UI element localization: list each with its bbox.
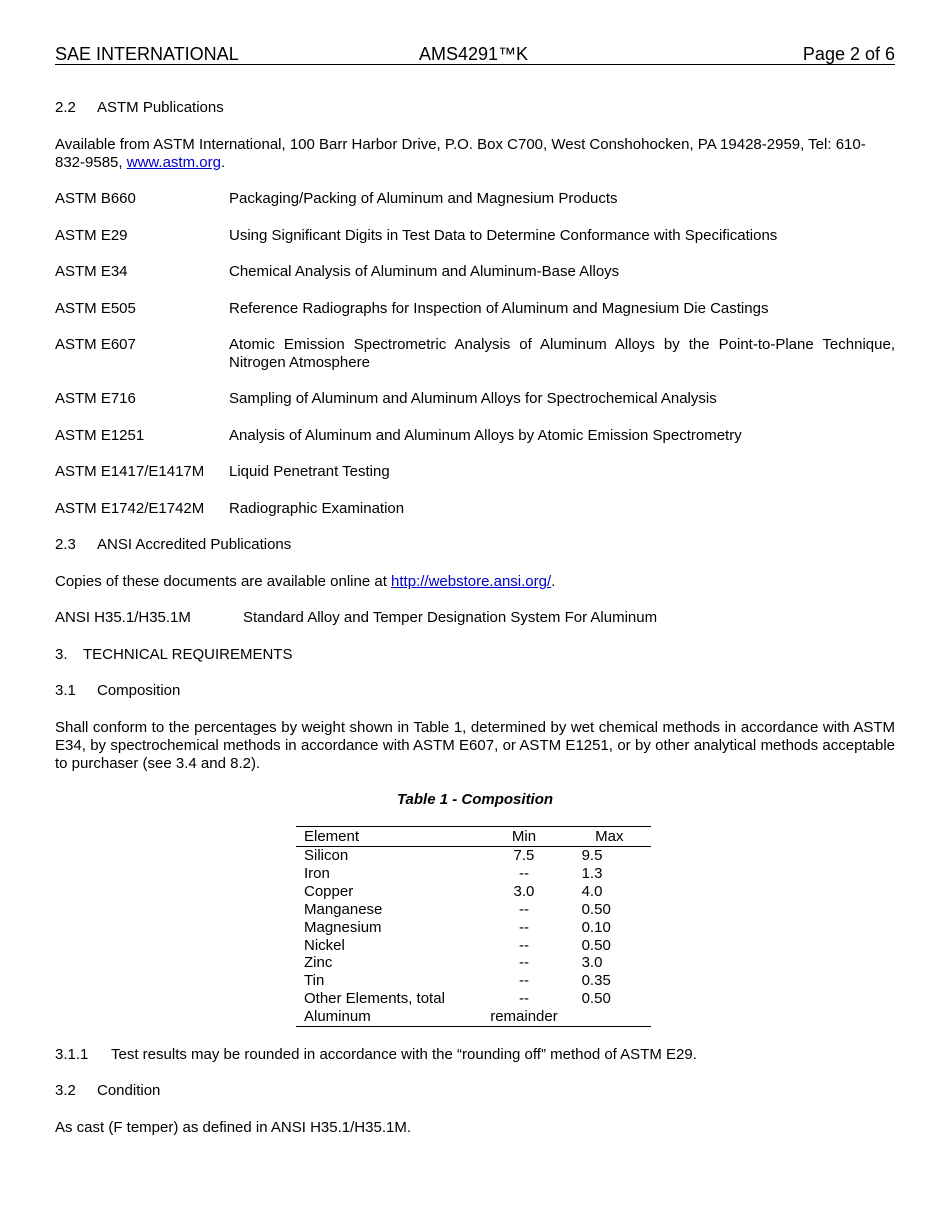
availability-line-2 xyxy=(55,154,895,172)
condition-paragraph: As cast (F temper) as defined in ANSI H35.1/H35.1M. xyxy=(55,1119,411,1136)
page-header xyxy=(55,44,895,65)
reference-title: Sampling of Aluminum and Aluminum Alloys for Spectrochemical Analysis xyxy=(229,390,717,407)
section-number: 3.2 xyxy=(55,1082,76,1099)
reference-code: ASTM E1251 xyxy=(55,427,145,444)
cell-max: 3.0 xyxy=(581,954,603,972)
section-2-3-heading xyxy=(55,536,291,554)
reference-title: Analysis of Aluminum and Aluminum Alloys by Atomic Emission Spectrometry xyxy=(229,427,742,444)
section-body: Test results may be rounded in accordance with the “rounding off” method of ASTM E29. xyxy=(111,1046,697,1063)
cell-min: 3.0 xyxy=(513,882,535,900)
table-row xyxy=(296,1008,651,1026)
availability-phone: 832-9585, xyxy=(55,154,127,171)
table-row xyxy=(296,972,651,990)
cell-max: 0.35 xyxy=(581,972,611,990)
composition-table xyxy=(296,826,651,1027)
reference-code: ANSI H35.1/H35.1M xyxy=(55,609,191,626)
reference-code: ASTM E607 xyxy=(55,336,136,353)
cell-element: Other Elements, total xyxy=(304,990,445,1008)
cell-min: -- xyxy=(518,918,529,936)
cell-element: Magnesium xyxy=(304,918,382,936)
header-page-number: Page 2 of 6 xyxy=(802,44,895,64)
reference-title: Chemical Analysis of Aluminum and Aluminum-Base Alloys xyxy=(229,263,620,280)
section-title: ANSI Accredited Publications xyxy=(97,536,292,553)
cell-element: Tin xyxy=(304,972,325,990)
section-number: 3.1.1 xyxy=(55,1046,89,1063)
reference-title: Standard Alloy and Temper Designation System For Aluminum xyxy=(243,609,658,626)
ansi-copies-paragraph xyxy=(55,573,555,591)
section-title: Condition xyxy=(97,1082,161,1099)
reference-code: ASTM E1742/E1742M xyxy=(55,500,205,517)
reference-code: ASTM B660 xyxy=(55,190,136,207)
table-row xyxy=(296,865,651,883)
reference-title: Liquid Penetrant Testing xyxy=(229,463,390,480)
cell-max: 0.50 xyxy=(581,990,611,1008)
cell-max: 0.10 xyxy=(581,918,611,936)
section-2-2-heading xyxy=(55,99,224,117)
table-1-caption: Table 1 - Composition xyxy=(396,791,554,808)
cell-min: -- xyxy=(518,864,529,882)
header-element: Element xyxy=(296,827,480,847)
table-row xyxy=(296,901,651,919)
cell-min: -- xyxy=(518,954,529,972)
header-organization: SAE INTERNATIONAL xyxy=(55,44,239,64)
cell-max: 0.50 xyxy=(581,900,611,918)
section-title: Composition xyxy=(97,682,181,699)
cell-min: -- xyxy=(518,900,529,918)
reference-title: Atomic Emission Spectrometric Analysis of Aluminum Alloys by the Point-to-Plane Technique, Nitrogen Atmosphere xyxy=(229,336,895,371)
cell-max: 0.50 xyxy=(581,936,611,954)
copies-period: . xyxy=(551,573,556,590)
header-document-id: AMS4291™K xyxy=(419,44,529,64)
reference-title: Reference Radiographs for Inspection of Aluminum and Magnesium Die Castings xyxy=(229,300,769,317)
reference-title: Radiographic Examination xyxy=(229,500,405,517)
section-3-1-1 xyxy=(55,1046,697,1064)
section-number: 2.3 xyxy=(55,536,76,553)
cell-min: -- xyxy=(518,990,529,1008)
reference-title: Packaging/Packing of Aluminum and Magnesium Products xyxy=(229,190,618,207)
table-row xyxy=(296,937,651,955)
cell-max: 9.5 xyxy=(581,847,603,864)
header-min: Min xyxy=(480,827,567,847)
cell-min: -- xyxy=(518,972,529,990)
cell-min: 7.5 xyxy=(513,847,535,864)
astm-availability-paragraph xyxy=(55,136,895,172)
cell-max: 1.3 xyxy=(581,864,603,882)
cell-element: Aluminum xyxy=(296,1008,480,1026)
availability-line-1: Available from ASTM International, 100 Barr Harbor Drive, P.O. Box C700, West Conshohocken, PA 19428-2959, Tel: 610- xyxy=(55,136,866,153)
table-header-row xyxy=(296,827,651,847)
cell-element: Manganese xyxy=(304,900,383,918)
cell-element: Copper xyxy=(304,882,354,900)
composition-paragraph: Shall conform to the percentages by weight shown in Table 1, determined by wet chemical methods in accordance with ASTM E34, by spectrochemical methods in accordance with ASTM E607, or ASTM E1251, or by other analytical methods acceptable to purchaser (see 3.4 and 8.2). xyxy=(55,719,895,772)
reference-code: ASTM E716 xyxy=(55,390,136,407)
section-3-heading xyxy=(55,646,292,664)
reference-code: ASTM E34 xyxy=(55,263,128,280)
section-number: 2.2 xyxy=(55,99,76,116)
reference-code: ASTM E505 xyxy=(55,300,136,317)
header-max: Max xyxy=(568,827,651,847)
section-number: 3.1 xyxy=(55,682,76,699)
table-row xyxy=(296,990,651,1008)
availability-period: . xyxy=(220,154,226,171)
reference-code: ASTM E29 xyxy=(55,227,128,244)
table-row xyxy=(296,883,651,901)
cell-min: -- xyxy=(518,936,529,954)
cell-element: Zinc xyxy=(304,954,333,972)
cell-max xyxy=(568,1008,651,1026)
section-3-2-heading xyxy=(55,1082,160,1100)
reference-title: Using Significant Digits in Test Data to Determine Conformance with Specifications xyxy=(229,227,778,244)
table-row xyxy=(296,954,651,972)
cell-min: remainder xyxy=(480,1008,567,1026)
reference-code: ASTM E1417/E1417M xyxy=(55,463,205,480)
ansi-webstore-link[interactable]: http://webstore.ansi.org/ xyxy=(391,573,552,590)
section-title: ASTM Publications xyxy=(97,99,224,116)
section-title: TECHNICAL REQUIREMENTS xyxy=(83,646,293,663)
cell-element: Iron xyxy=(304,864,330,882)
astm-website-link[interactable]: www.astm.org xyxy=(126,154,221,171)
section-3-1-heading xyxy=(55,682,180,700)
copies-text: Copies of these documents are available online at xyxy=(55,573,392,590)
cell-element: Silicon xyxy=(304,847,349,864)
section-number: 3. xyxy=(55,646,68,663)
cell-max: 4.0 xyxy=(581,882,603,900)
table-row xyxy=(296,847,651,865)
table-row xyxy=(296,919,651,937)
cell-element: Nickel xyxy=(304,936,345,954)
